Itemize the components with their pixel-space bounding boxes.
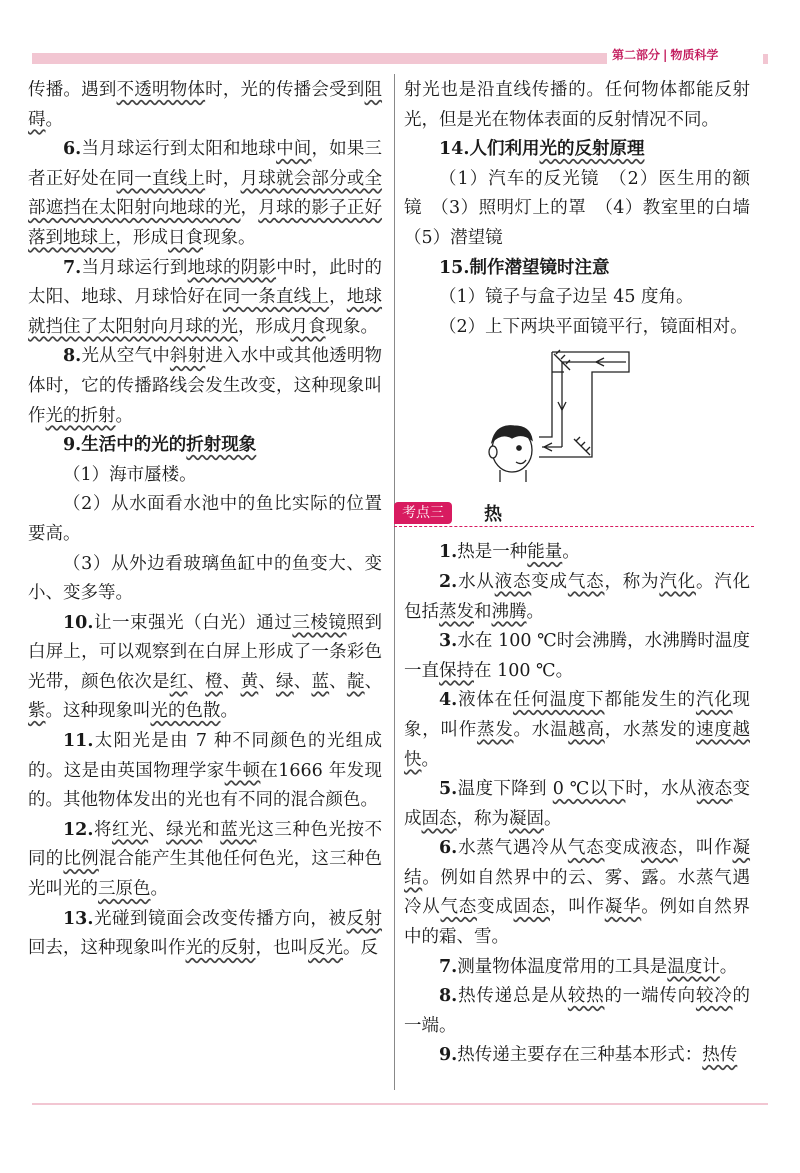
text-run: 和 [202, 819, 221, 840]
key-term: 同一直线上 [116, 168, 206, 189]
text-run: 。 [45, 109, 63, 130]
list-item [404, 982, 750, 1041]
key-term: 三棱镜 [292, 612, 347, 633]
list-item [404, 254, 750, 284]
item-number: 7. [439, 956, 458, 977]
text-run: 和 [474, 601, 492, 622]
text-run: 时，水从 [625, 779, 697, 800]
header-bar [32, 53, 607, 64]
list-item [404, 686, 750, 775]
text-run: 。汽化包括 [404, 571, 751, 622]
list-item [404, 538, 750, 568]
periscope-figure [404, 342, 750, 492]
key-term: 凝固 [509, 808, 544, 829]
key-term: 较热 [567, 986, 605, 1007]
text-run: 现象。 [325, 316, 378, 337]
footer-rule [32, 1103, 768, 1105]
item-number: 6. [439, 838, 458, 859]
item-number: 8. [439, 986, 458, 1007]
text-run: 射光也是沿直线传播的。任何物体都能反射光，但是光在物体表面的反射情况不同。 [404, 80, 750, 130]
key-term: 热传 [702, 1045, 738, 1066]
text-run: 时，光的传播会受到 [205, 80, 365, 100]
text-run: 。水温 [513, 719, 569, 740]
key-term: 绿光 [166, 819, 203, 840]
item-number: 9. [63, 435, 82, 456]
key-term: 固态 [513, 897, 550, 918]
text-run: 。例如自然界中的云、雾、露。水蒸气遇冷从 [404, 867, 750, 918]
key-term: 光的折射 [45, 405, 116, 426]
key-term: 速度越快 [404, 719, 750, 770]
text-run: 。 [150, 879, 168, 900]
item-number: 15. [439, 257, 470, 278]
text-run: 热传递主要存在三种基本形式： [457, 1045, 703, 1066]
text-run: （2）上下两块平面镜平行，镜面相对。 [439, 316, 748, 337]
list-item [28, 816, 382, 905]
periscope-diagram [404, 342, 750, 492]
text-run: 都能发生的 [604, 690, 696, 711]
text-run: 的一端传向 [604, 986, 696, 1007]
header-separator: | [663, 48, 668, 62]
text-run: （1）海市蜃楼。 [63, 464, 197, 485]
item-number: 12. [63, 819, 94, 840]
sub-item [404, 313, 750, 343]
key-term: 蒸发 [439, 601, 474, 622]
text-run: 、 [258, 671, 276, 692]
text-run: 人们利用 [469, 139, 540, 160]
text-run: ， [329, 287, 347, 308]
text-run: 制作潜望镜时注意 [469, 257, 610, 278]
text-run: 、 [148, 819, 167, 840]
key-term: 月球就会部分或全部遮挡在太阳射向地球的光 [28, 168, 383, 219]
item-number: 2. [439, 571, 458, 592]
key-term: 折射现象 [186, 435, 257, 456]
key-term: 气态 [567, 571, 605, 592]
text-run: ， [240, 198, 259, 219]
text-run: 现象。 [203, 227, 256, 248]
text-run: 。 [526, 601, 544, 622]
text-run: （3）从外边看玻璃鱼缸中的鱼变大、变小、变多等。 [28, 553, 382, 604]
text-run: 在1666 年发现的。其他物体发出的光也有不同的混合颜色。 [28, 760, 383, 811]
key-term: 液态 [696, 779, 733, 800]
key-term: 比例 [63, 849, 99, 870]
text-run: 在 100 ℃。 [474, 660, 574, 681]
right-column-bottom [404, 538, 750, 1071]
list-item [404, 568, 750, 627]
list-item [404, 135, 750, 165]
text-run: 现象，叫作 [404, 690, 751, 740]
text-run: 热传递总是从 [457, 986, 568, 1007]
text-run: 回去，这种现象叫作 [28, 938, 186, 959]
right-column [402, 76, 768, 1071]
key-term: 橙 [205, 671, 223, 692]
item-number: 6. [63, 139, 82, 160]
list-item [28, 905, 382, 964]
key-term: 红光 [112, 819, 149, 840]
text-run: 变成 [604, 838, 642, 859]
key-term: 蒸发 [477, 719, 514, 740]
text-run: 传播。遇到 [28, 80, 117, 100]
list-item [28, 135, 382, 253]
key-term: 不透明物体 [116, 80, 206, 100]
text-run: （1）汽车的反光镜 （2）医生用的额镜 （3）照明灯上的罩 （4）教室里的白墙 （5）潜望镜 [404, 168, 768, 248]
text-run: 变成 [404, 779, 751, 829]
key-term: 保持 [439, 660, 474, 681]
sub-item [28, 490, 382, 549]
key-term: 温度计 [667, 956, 720, 977]
item-number: 10. [63, 612, 94, 633]
text-run: （1）镜子与盒子边呈 45 度角。 [439, 287, 694, 308]
text-run: 。 [544, 808, 562, 829]
sub-item [28, 461, 382, 491]
text-run: 水从 [457, 571, 495, 592]
key-term: 光的反射 [185, 938, 256, 959]
right-column-top [404, 76, 768, 342]
section-badge: 考点三 [394, 502, 452, 524]
text-run: 太阳光是由 7 种不同颜色的光组成的。这是由英国物理学家 [28, 731, 382, 781]
text-run: 生活中的光的 [81, 435, 187, 456]
text-run: 中时，此时的太阳、地球、月球恰好在 [28, 257, 383, 308]
list-item [28, 431, 382, 461]
text-run: （2）从水面看水池中的鱼比实际的位置要高。 [28, 494, 382, 544]
list-item [28, 609, 382, 727]
list-item [404, 953, 750, 983]
key-term: 反射 [346, 908, 383, 929]
text-run: 、 [364, 671, 383, 692]
key-term: 斜射 [169, 346, 206, 367]
text-run: 当月球运行到 [81, 257, 188, 278]
sub-item [404, 283, 750, 313]
text-run: 水蒸气遇冷从 [457, 838, 568, 859]
key-term: 光的反射原理 [539, 139, 645, 160]
key-term: 阻碍 [28, 80, 383, 130]
key-term: 地球就挡住了太阳射向月球的光 [28, 287, 383, 337]
text-run: 变成 [531, 571, 568, 592]
key-term: 气态 [440, 897, 477, 918]
text-run: ，水蒸发的 [604, 719, 696, 740]
item-number: 4. [439, 690, 458, 711]
text-run: 变成 [477, 897, 514, 918]
text-run: 。这种现象叫 [45, 701, 151, 722]
text-run: 液体在 [457, 690, 513, 711]
key-term: 绿 [276, 671, 294, 692]
key-term: 凝结 [404, 838, 751, 888]
text-run: 将 [93, 819, 113, 840]
key-term: 蓝光 [220, 819, 257, 840]
key-term: 0 ℃以下 [552, 779, 626, 800]
text-run: ，如果三者正好处在 [28, 139, 383, 189]
text-run: 。例如自然界中的霜、雪。 [404, 897, 750, 948]
text-run: 。 [562, 542, 580, 563]
list-item [404, 1041, 750, 1071]
text-run: 。 [115, 405, 133, 426]
key-term: 黄 [240, 671, 259, 692]
key-term: 同一条直线上 [222, 287, 330, 308]
key-term: 地球的阴影 [187, 257, 277, 278]
key-term: 光的色散 [150, 701, 221, 722]
column-divider [394, 74, 395, 1090]
text-run: 照到白屏上，可以观察到在白屏上形成了一条彩色光带，颜色依次是 [28, 612, 383, 692]
key-term: 能量 [527, 542, 563, 563]
list-item [28, 727, 382, 816]
list-item [28, 342, 382, 431]
list-item [404, 775, 750, 834]
key-term: 反光 [308, 938, 343, 959]
list-item [28, 254, 382, 343]
text-run: 光从空气中 [81, 346, 170, 367]
key-term: 牛顿 [224, 760, 261, 781]
text-run: 。 [220, 701, 238, 722]
item-number: 5. [439, 779, 458, 800]
key-term: 月球的影子正好落到地球上 [28, 198, 383, 248]
item-number: 11. [63, 731, 94, 752]
text-run: ，叫作 [677, 838, 733, 859]
text-run: 当月球运行到太阳和地球 [81, 139, 277, 160]
key-term: 汽化 [695, 690, 733, 711]
text-run: ，称为 [604, 571, 660, 592]
item-number: 14. [439, 139, 470, 160]
left-column [28, 76, 382, 964]
key-term: 沸腾 [491, 601, 527, 622]
header-subject: 物质科学 [670, 48, 719, 62]
key-term: 越高 [568, 719, 605, 740]
key-term: 蓝 [311, 671, 330, 692]
text-run: 温度下降到 [457, 779, 553, 800]
text-run: 这三种色光按不同的 [28, 819, 383, 870]
text-run: 混合能产生其他任何色光，这三种色光叫光的 [28, 849, 383, 900]
text-run: ，称为 [456, 808, 509, 829]
section-divider [394, 526, 754, 527]
text-run: 测量物体温度常用的工具是 [457, 956, 668, 977]
text-run: 、 [187, 671, 206, 692]
sub-item [404, 165, 768, 254]
text-run: 、 [293, 671, 312, 692]
item-number: 9. [439, 1045, 458, 1066]
item-number: 1. [439, 542, 458, 563]
text-run: 。 [421, 749, 439, 770]
key-term: 液态 [494, 571, 532, 592]
continued-text [28, 76, 382, 135]
text-run: 热是一种 [457, 542, 528, 563]
list-item [404, 834, 750, 952]
key-term: 气态 [567, 838, 605, 859]
section-title: 热 [484, 504, 502, 526]
text-run: 进入水中或其他透明物体时，它的传播路线会发生改变，这种现象叫作 [28, 346, 383, 426]
text-run: 让一束强光（白光）通过 [93, 612, 293, 633]
key-term: 液态 [641, 838, 678, 859]
text-run: ，也叫 [255, 938, 308, 959]
text-run: 的一端。 [404, 986, 751, 1036]
key-term: 凝华 [604, 897, 642, 918]
text-run: 光碰到镜面会改变传播方向，被 [93, 908, 347, 929]
key-term: 汽化 [659, 571, 696, 592]
key-term: 任何温度下 [512, 690, 605, 711]
key-term: 红 [169, 671, 188, 692]
running-header [612, 46, 718, 63]
key-term: 三原色 [98, 879, 151, 900]
text-run: 时， [205, 168, 241, 189]
text-run: 水在 100 ℃时会沸腾，水沸腾时温度一直 [404, 631, 750, 681]
item-number: 7. [63, 257, 82, 278]
section-heading [404, 496, 750, 536]
key-term: 日食 [168, 227, 203, 248]
text-run: ，叫作 [550, 897, 605, 918]
item-number: 8. [63, 346, 82, 367]
key-term: 较冷 [695, 986, 733, 1007]
text-run: 。 [719, 956, 738, 977]
continued-text [404, 76, 750, 135]
text-run: 。反 [343, 938, 378, 959]
header-part: 第二部分 [612, 48, 661, 62]
key-term: 月食 [290, 316, 326, 337]
item-number: 3. [439, 631, 458, 652]
key-term: 中间 [276, 139, 312, 160]
key-term: 靛 [346, 671, 365, 692]
key-term: 紫 [28, 701, 46, 722]
text-run: 、 [222, 671, 241, 692]
text-run: ，形成 [238, 316, 291, 337]
header-end-mark [763, 54, 768, 64]
key-term: 固态 [421, 808, 457, 829]
sub-item [28, 550, 382, 609]
item-number: 13. [63, 908, 94, 929]
list-item [404, 627, 750, 686]
text-run: ，形成 [115, 227, 168, 248]
text-run: 、 [329, 671, 347, 692]
